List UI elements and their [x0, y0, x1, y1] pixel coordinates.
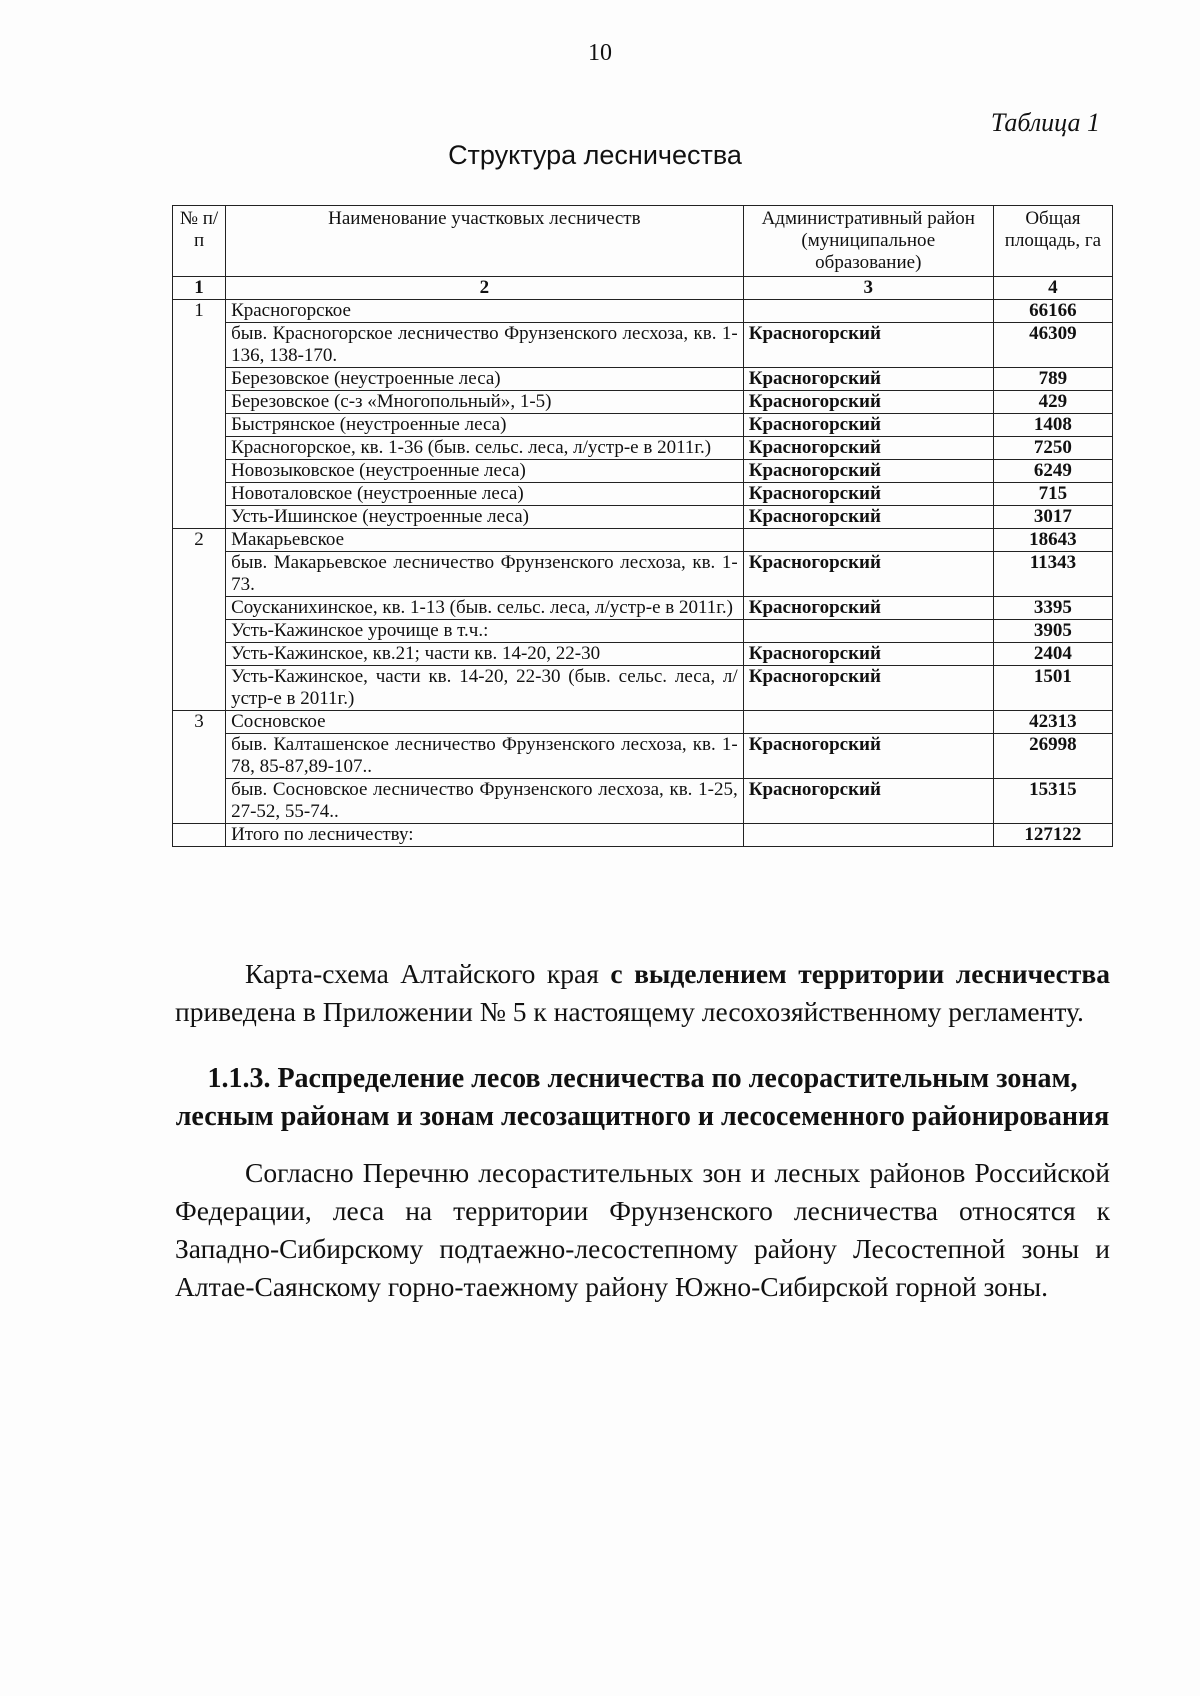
table-row [173, 552, 1113, 597]
paragraph1-bold: с выделением территории лесничества [610, 958, 1110, 989]
forestry-name: Усть-Кажинское, кв.21; части кв. 14-20, 22-30 [226, 643, 744, 666]
table-row [173, 414, 1113, 437]
paragraph1-end: приведена в Приложении № 5 к настоящему лесохозяйственному регламенту. [175, 996, 1084, 1027]
column-number: 3 [743, 277, 993, 300]
header-district: Административный район (муниципальное образование) [743, 206, 993, 277]
forestry-name: Новозыковское (неустроенные леса) [226, 460, 744, 483]
row-number-cell [173, 597, 226, 620]
row-number-cell [173, 368, 226, 391]
forestry-name: Красногорское, кв. 1-36 (быв. сельс. леса, л/устр-е в 2011г.) [226, 437, 744, 460]
district-name [743, 300, 993, 323]
area-value: 429 [993, 391, 1112, 414]
table-row [173, 711, 1113, 734]
forestry-structure-table [172, 205, 1113, 847]
district-name: Красногорский [743, 643, 993, 666]
district-name: Красногорский [743, 597, 993, 620]
table-row [173, 734, 1113, 779]
column-number: 2 [226, 277, 744, 300]
district-name: Красногорский [743, 391, 993, 414]
forestry-name: Усть-Кажинское урочище в т.ч.: [226, 620, 744, 643]
forestry-name: Березовское (неустроенные леса) [226, 368, 744, 391]
area-value: 11343 [993, 552, 1112, 597]
forestry-name: быв. Красногорское лесничество Фрунзенского лесхоза, кв. 1-136, 138-170. [226, 323, 744, 368]
forestry-name: быв. Сосновское лесничество Фрунзенского лесхоза, кв. 1-25, 27-52, 55-74.. [226, 779, 744, 824]
forestry-name: Макарьевское [226, 529, 744, 552]
area-value: 715 [993, 483, 1112, 506]
area-value: 46309 [993, 323, 1112, 368]
row-number-cell: 3 [173, 711, 226, 734]
forestry-name: Усть-Ишинское (неустроенные леса) [226, 506, 744, 529]
row-number-cell [173, 734, 226, 779]
table-title-text: Структура лесничества [448, 140, 742, 170]
zoning-paragraph: Согласно Перечню лесорастительных зон и лесных районов Российской Федерации, леса на территории Фрунзенского лесничества относятся к Западно-Сибирскому подтаежно-лесостепному району Лесостепной зоны и Алтае-Саянскому горно-таежному району Южно-Сибирской горной зоны. [175, 1157, 1110, 1302]
table-row [173, 620, 1113, 643]
total-district-cell [743, 824, 993, 847]
area-value: 1501 [993, 666, 1112, 711]
table-title [0, 140, 1200, 171]
forestry-name: Сосновское [226, 711, 744, 734]
district-name: Красногорский [743, 414, 993, 437]
row-number-cell [173, 506, 226, 529]
table-row [173, 643, 1113, 666]
row-number-cell: 2 [173, 529, 226, 552]
district-name: Красногорский [743, 483, 993, 506]
table-row [173, 529, 1113, 552]
area-value: 7250 [993, 437, 1112, 460]
forestry-name: быв. Макарьевское лесничество Фрунзенского лесхоза, кв. 1-73. [226, 552, 744, 597]
table-row [173, 483, 1113, 506]
forestry-name: Березовское (с-з «Многопольный», 1-5) [226, 391, 744, 414]
forestry-name: Соусканихинское, кв. 1-13 (быв. сельс. леса, л/устр-е в 2011г.) [226, 597, 744, 620]
column-number-row [173, 277, 1113, 300]
area-value: 2404 [993, 643, 1112, 666]
table-label: Таблица 1 [990, 108, 1100, 137]
header-area: Общая площадь, га [993, 206, 1112, 277]
district-name: Красногорский [743, 506, 993, 529]
area-value: 3905 [993, 620, 1112, 643]
table-body [173, 300, 1113, 824]
table-row [173, 460, 1113, 483]
table-header-row [173, 206, 1113, 277]
table-row [173, 779, 1113, 824]
row-number-cell [173, 391, 226, 414]
forestry-name: Быстрянское (неустроенные леса) [226, 414, 744, 437]
district-name: Красногорский [743, 460, 993, 483]
table-row [173, 300, 1113, 323]
total-area: 127122 [993, 824, 1112, 847]
forestry-name: Красногорское [226, 300, 744, 323]
row-number-cell [173, 666, 226, 711]
row-number-cell [173, 483, 226, 506]
area-value: 42313 [993, 711, 1112, 734]
table-row [173, 368, 1113, 391]
forestry-name: Усть-Кажинское, части кв. 14-20, 22-30 (быв. сельс. леса, л/устр-е в 2011г.) [226, 666, 744, 711]
column-number: 1 [173, 277, 226, 300]
table-row [173, 437, 1113, 460]
forestry-name: Новоталовское (неустроенные леса) [226, 483, 744, 506]
area-value: 1408 [993, 414, 1112, 437]
district-name: Красногорский [743, 368, 993, 391]
map-reference-paragraph [175, 955, 1110, 1031]
district-name: Красногорский [743, 323, 993, 368]
area-value: 3017 [993, 506, 1112, 529]
district-name: Красногорский [743, 552, 993, 597]
paragraph1-start: Карта-схема Алтайского края [245, 958, 611, 989]
district-name: Красногорский [743, 437, 993, 460]
district-name [743, 529, 993, 552]
header-num: № п/п [173, 206, 226, 277]
page-number: 10 [588, 40, 612, 66]
column-number: 4 [993, 277, 1112, 300]
row-number-cell [173, 620, 226, 643]
row-number-cell [173, 414, 226, 437]
table-row [173, 597, 1113, 620]
area-value: 789 [993, 368, 1112, 391]
table-row [173, 666, 1113, 711]
area-value: 15315 [993, 779, 1112, 824]
table-total-row [173, 824, 1113, 847]
row-number-cell: 1 [173, 300, 226, 323]
section-heading: 1.1.3. Распределение лесов лесничества по лесорастительным зонам, лесным районам и зонам лесозащитного и лесосеменного районирования [175, 1063, 1110, 1132]
table-row [173, 391, 1113, 414]
table-row [173, 506, 1113, 529]
area-value: 18643 [993, 529, 1112, 552]
area-value: 6249 [993, 460, 1112, 483]
district-name [743, 711, 993, 734]
district-name: Красногорский [743, 734, 993, 779]
table-row [173, 323, 1113, 368]
row-number-cell [173, 437, 226, 460]
header-name: Наименование участковых лесничеств [226, 206, 744, 277]
row-number-cell [173, 460, 226, 483]
total-label: Итого по лесничеству: [226, 824, 744, 847]
row-number-cell [173, 643, 226, 666]
area-value: 66166 [993, 300, 1112, 323]
row-number-cell [173, 552, 226, 597]
row-number-cell [173, 779, 226, 824]
area-value: 3395 [993, 597, 1112, 620]
district-name: Красногорский [743, 779, 993, 824]
district-name [743, 620, 993, 643]
district-name: Красногорский [743, 666, 993, 711]
area-value: 26998 [993, 734, 1112, 779]
forestry-name: быв. Калташенское лесничество Фрунзенского лесхоза, кв. 1-78, 85-87,89-107.. [226, 734, 744, 779]
total-num-cell [173, 824, 226, 847]
row-number-cell [173, 323, 226, 368]
